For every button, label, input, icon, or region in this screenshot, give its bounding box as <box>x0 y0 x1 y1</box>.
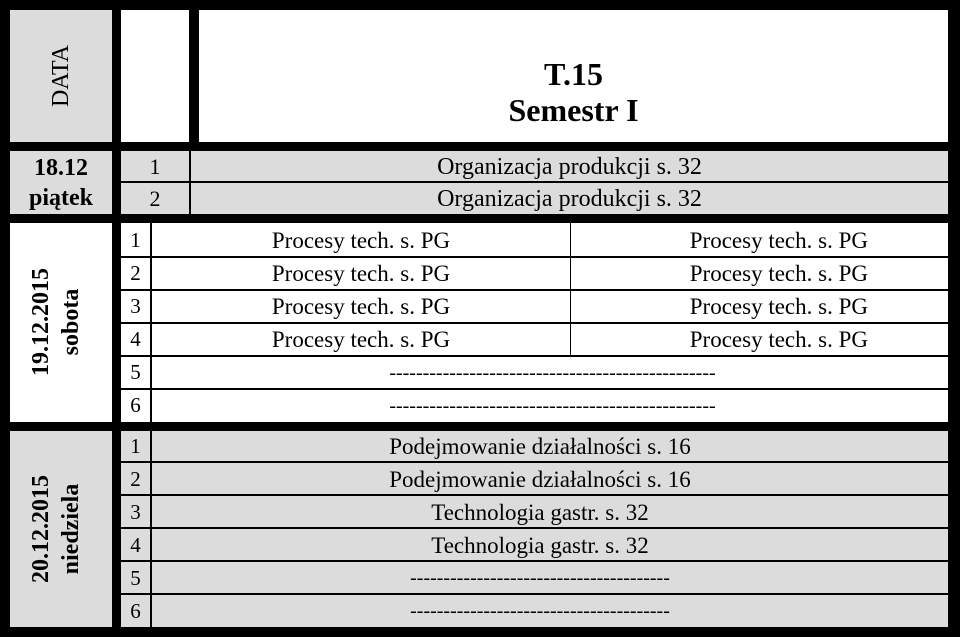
day3-row5-empty: --------------------------------------- <box>410 567 670 589</box>
day2-row2-right-subject: Procesy tech. s. PG <box>689 261 868 286</box>
day2-row2-left-subject: Procesy tech. s. PG <box>271 261 451 286</box>
day2-date: 19.12.2015 <box>28 268 54 376</box>
day1-row2-subject: Organizacja produkcji s. 32 <box>437 185 702 212</box>
day1-row1-number: 1 <box>149 153 161 179</box>
day1-weekday: piątek <box>28 185 93 211</box>
schedule-title-block <box>199 56 948 142</box>
day2-row6-number: 6 <box>130 393 141 417</box>
day3-row3-number: 3 <box>130 499 141 524</box>
day2-row1-number: 1 <box>130 228 141 252</box>
day3-row4-subject: Technologia gastr. s. 32 <box>431 532 649 558</box>
day2-date-cell <box>24 222 88 422</box>
day3-row1-number: 1 <box>130 434 141 458</box>
day2-row5-empty: ------------------------------------------------- <box>389 361 716 384</box>
day2-row3-number: 3 <box>130 294 141 318</box>
day2-weekday: sobota <box>58 288 84 356</box>
day3-weekday: niedziela <box>58 483 84 575</box>
day3-row2-number: 2 <box>130 466 141 491</box>
day2-row4-right-subject: Procesy tech. s. PG <box>689 327 868 352</box>
day3-row1-subject: Podejmowanie działalności s. 16 <box>389 434 691 459</box>
day3-row5-number: 5 <box>130 565 141 590</box>
day2-row5-number: 5 <box>130 360 141 384</box>
border-header-split <box>189 0 199 151</box>
border-outer-top <box>0 0 960 10</box>
day2-row4-number: 4 <box>130 327 141 351</box>
day2-row2-number: 2 <box>130 261 141 285</box>
day2-row3-right-subject: Procesy tech. s. PG <box>689 294 868 319</box>
border-header-bottom <box>0 142 960 151</box>
schedule-subtitle: Semestr I <box>508 92 639 128</box>
day3-row3-subject: Technologia gastr. s. 32 <box>431 499 649 525</box>
date-header-label: DATA <box>47 44 74 108</box>
date-column-header <box>47 10 74 142</box>
schedule-title: T.15 <box>544 56 603 92</box>
day1-date-cell <box>10 151 112 214</box>
day2-row4-left-subject: Procesy tech. s. PG <box>271 327 451 352</box>
border-day1-bottom <box>0 214 960 223</box>
day3-row6-empty: --------------------------------------- <box>410 600 670 622</box>
day3-row6-number: 6 <box>130 598 141 623</box>
day1-row2-number: 2 <box>149 185 161 211</box>
day2-row6-empty: ------------------------------------------------- <box>389 394 716 417</box>
border-date-col <box>112 0 121 637</box>
day2-row3-left-subject: Procesy tech. s. PG <box>271 294 451 319</box>
border-outer-left <box>0 0 10 637</box>
day3-date-cell <box>24 429 88 629</box>
day3-row4-number: 4 <box>130 532 141 557</box>
day2-row1-left-subject: Procesy tech. s. PG <box>271 228 451 253</box>
border-outer-right <box>948 0 960 637</box>
day1-date: 18.12 <box>34 155 88 181</box>
day3-row2-subject: Podejmowanie działalności s. 16 <box>389 466 691 492</box>
border-day2-bottom <box>0 422 960 431</box>
day2-row1-right-subject: Procesy tech. s. PG <box>689 228 868 253</box>
border-outer-bottom <box>0 627 960 637</box>
day3-date: 20.12.2015 <box>28 475 54 583</box>
day1-row1-subject: Organizacja produkcji s. 32 <box>437 153 702 180</box>
